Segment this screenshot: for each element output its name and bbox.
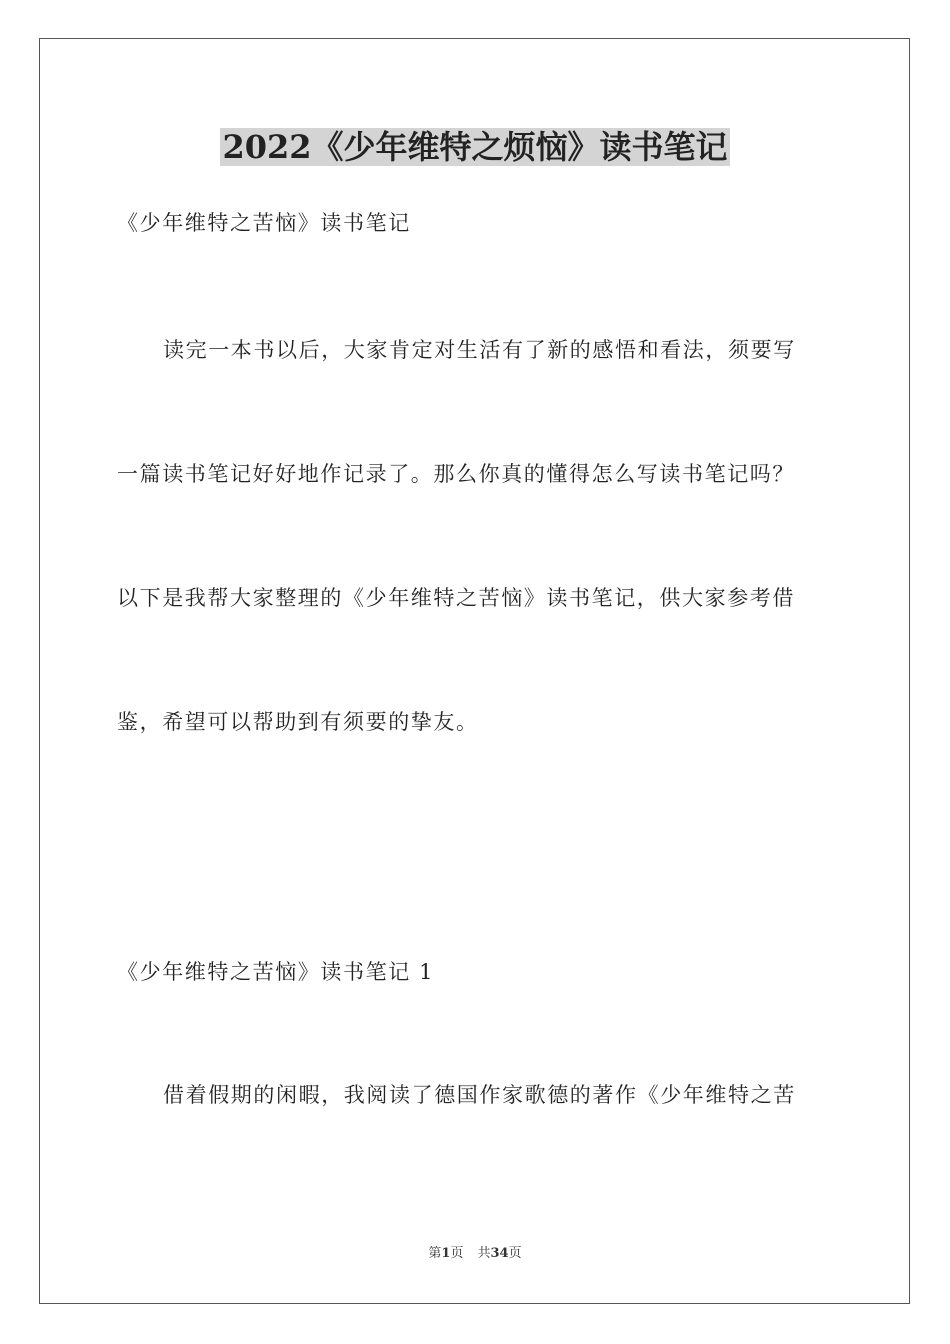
intro-line-3: 以下是我帮大家整理的《少年维特之苦恼》读书笔记，供大家参考借 bbox=[117, 586, 795, 610]
document-title-text: 2022《少年维特之烦恼》读书笔记 bbox=[222, 128, 728, 166]
footer-total-prefix: 共 bbox=[477, 1246, 491, 1261]
footer-page-current: 1 bbox=[441, 1246, 451, 1261]
intro-line-2: 一篇读书笔记好好地作记录了。那么你真的懂得怎么写读书笔记吗？ bbox=[117, 462, 795, 486]
footer-total-suffix: 页 bbox=[508, 1246, 522, 1261]
footer-page-total: 34 bbox=[490, 1246, 509, 1261]
document-subtitle: 《少年维特之苦恼》读书笔记 bbox=[117, 211, 411, 235]
intro-line-1: 读完一本书以后，大家肯定对生活有了新的感悟和看法，须要写 bbox=[163, 338, 796, 362]
footer-page-suffix: 页 bbox=[450, 1246, 464, 1261]
footer-page-prefix: 第 bbox=[428, 1246, 442, 1261]
document-title bbox=[0, 126, 950, 168]
page-footer bbox=[0, 1245, 950, 1263]
intro-line-4: 鉴，希望可以帮助到有须要的挚友。 bbox=[117, 710, 479, 734]
section-first-line: 借着假期的闲暇，我阅读了德国作家歌德的著作《少年维特之苦 bbox=[163, 1083, 796, 1107]
section-heading: 《少年维特之苦恼》读书笔记 1 bbox=[117, 960, 435, 984]
